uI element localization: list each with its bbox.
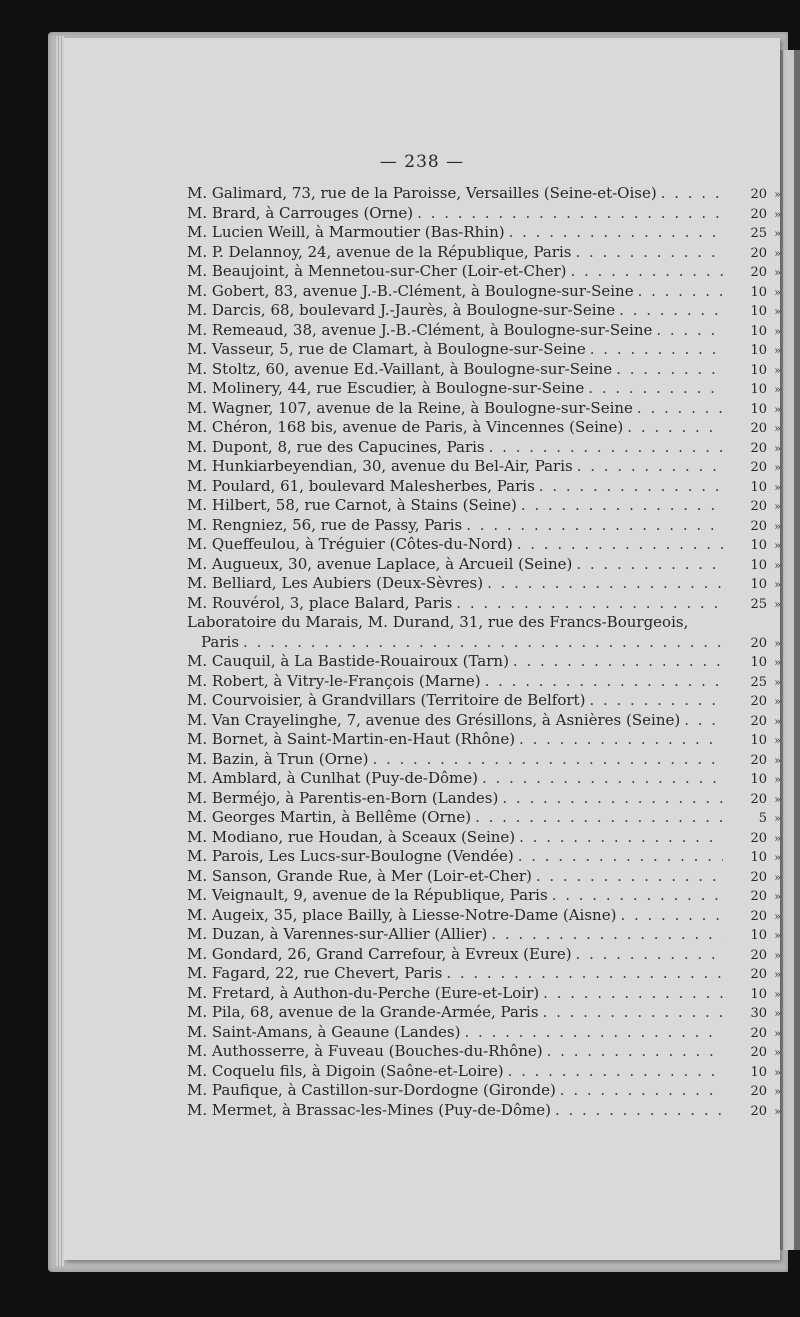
donor-entry-text: M. Fretard, à Authon-du-Perche (Eure-et-Loir) [187, 983, 540, 1002]
donation-amount: 20 [750, 694, 767, 709]
donor-entry-text: M. Augeix, 35, place Bailly, à Liesse-Notre-Dame (Aisne) [187, 905, 617, 924]
donor-entry-text: M. Coquelu fils, à Digoin (Saône-et-Loire) [187, 1061, 504, 1080]
list-item [187, 457, 781, 477]
amount-unit-mark: » [774, 1026, 781, 1040]
donor-entry-text: M. Van Crayelinghe, 7, avenue des Grésillons, à Asnières (Seine) [187, 710, 681, 729]
donation-amount: 10 [750, 928, 767, 943]
list-item [187, 867, 781, 887]
list-item [187, 691, 781, 711]
list-item [187, 672, 781, 692]
donor-entry-text: M. Robert, à Vitry-le-François (Marne) [187, 671, 481, 690]
list-item [187, 535, 781, 555]
amount-unit-mark: » [774, 695, 781, 708]
donor-entry-text: M. Courvoisier, à Grandvillars (Territoire de Belfort) [187, 691, 586, 709]
donor-entry-text: M. Saint-Amans, à Geaune (Landes) [187, 1022, 461, 1041]
donor-entry-text: M. Mermet, à Brassac-les-Mines (Puy-de-Dôme) [187, 1100, 551, 1119]
donation-amount: 20 [750, 752, 767, 768]
donor-entry-text: M. Wagner, 107, avenue de la Reine, à Boulogne-sur-Seine [187, 398, 633, 417]
dot-leader [465, 1023, 724, 1041]
donation-amount: 20 [750, 499, 767, 514]
donor-entry-text: M. Hunkiarbeyendian, 30, avenue du Bel-Air, Paris [187, 457, 573, 475]
donation-amount: 20 [750, 265, 767, 280]
donor-entry-text: M. Brard, à Carrouges (Orne) [187, 203, 414, 222]
dot-leader [509, 223, 723, 241]
amount-unit-mark: » [774, 987, 781, 1001]
page-stack-edge [56, 36, 64, 1266]
dot-leader [508, 1062, 723, 1080]
list-item [187, 321, 781, 341]
dot-leader [576, 555, 723, 573]
dot-leader [513, 652, 723, 670]
donor-entry-text: Paris [201, 632, 240, 651]
donor-entry-text: M. Hilbert, 58, rue Carnot, à Stains (Seine) [187, 496, 517, 514]
list-item [187, 301, 781, 321]
amount-unit-mark: » [774, 1046, 781, 1059]
dot-leader [491, 925, 723, 943]
list-item [187, 477, 781, 497]
dot-leader [588, 379, 723, 397]
amount-unit-mark: » [774, 636, 781, 650]
dot-leader [560, 1081, 723, 1099]
amount-unit-mark: » [774, 831, 781, 845]
amount-unit-mark: » [774, 1065, 781, 1079]
donation-amount: 20 [750, 206, 767, 222]
list-item [187, 711, 781, 731]
amount-unit-mark: » [774, 344, 781, 357]
dot-leader [446, 964, 723, 982]
list-item [187, 1003, 781, 1023]
list-item [187, 906, 781, 926]
donation-amount: 20 [750, 1103, 767, 1119]
list-item [187, 496, 781, 516]
donation-amount: 20 [750, 1045, 767, 1060]
amount-unit-mark: » [774, 870, 781, 884]
donor-entry-text: M. Lucien Weill, à Marmoutier (Bas-Rhin) [187, 223, 505, 241]
donation-amount: 20 [750, 518, 767, 534]
donor-entry-text: M. Bazin, à Trun (Orne) [187, 749, 369, 768]
donation-amount: 20 [750, 791, 767, 807]
donation-amount: 20 [750, 908, 767, 924]
dot-leader [475, 808, 723, 826]
book-page [64, 38, 780, 1260]
donation-amount: 10 [750, 304, 767, 319]
list-item [187, 847, 781, 867]
donation-amount: 10 [750, 557, 767, 573]
amount-unit-mark: » [774, 188, 781, 201]
donor-entry-text: M. Parois, Les Lucs-sur-Boulogne (Vendée) [187, 847, 514, 865]
donor-entry-text: M. Authosserre, à Fuveau (Bouches-du-Rhône) [187, 1042, 543, 1060]
amount-unit-mark: » [774, 324, 781, 338]
amount-unit-mark: » [774, 227, 781, 240]
dot-leader [543, 984, 723, 1002]
list-item [187, 262, 781, 282]
donor-entry-text: M. Duzan, à Varennes-sur-Allier (Allier) [187, 925, 488, 943]
dot-leader [620, 906, 723, 924]
list-item [187, 438, 781, 458]
donor-entry-text: M. Paufique, à Castillon-sur-Dordogne (Gironde) [187, 1081, 556, 1099]
dot-leader [539, 477, 723, 495]
dot-leader [575, 243, 723, 261]
donor-entry-text: M. Stoltz, 60, avenue Ed.-Vaillant, à Boulogne-sur-Seine [187, 359, 613, 378]
donor-entry-text: M. Rouvérol, 3, place Balard, Paris [187, 593, 453, 612]
dot-leader [485, 672, 723, 690]
list-item [187, 1042, 781, 1062]
facing-page-edge [780, 50, 800, 1250]
list-item [187, 964, 781, 984]
donation-amount: 10 [750, 362, 767, 378]
donation-amount: 20 [750, 713, 767, 729]
page-number: — 238 — [379, 152, 465, 172]
donation-amount: 10 [750, 382, 767, 397]
dot-leader [616, 360, 723, 378]
donor-entry-text: M. Gobert, 83, avenue J.-B.-Clément, à Boulogne-sur-Seine [187, 281, 634, 300]
list-item [187, 769, 781, 789]
dot-leader [521, 496, 723, 514]
list-item [187, 184, 781, 204]
list-item [187, 613, 781, 633]
donor-entry-text: M. Augueux, 30, avenue Laplace, à Arcueil (Seine) [187, 554, 573, 573]
donation-amount: 20 [750, 460, 767, 475]
dot-leader [684, 711, 723, 729]
donation-amount: 20 [750, 245, 767, 261]
donation-amount: 10 [750, 538, 767, 553]
donation-amount: 10 [750, 655, 767, 670]
donation-amount: 20 [750, 889, 767, 904]
donor-entry-text: M. Remeaud, 38, avenue J.-B.-Clément, à Boulogne-sur-Seine [187, 320, 653, 339]
amount-unit-mark: » [774, 305, 781, 318]
list-item [187, 516, 781, 536]
amount-unit-mark: » [774, 851, 781, 864]
dot-leader [589, 691, 723, 709]
amount-unit-mark: » [774, 422, 781, 435]
dot-leader [619, 301, 723, 319]
donation-amount: 20 [750, 1084, 767, 1099]
amount-unit-mark: » [774, 363, 781, 377]
list-item [187, 925, 781, 945]
dot-leader [627, 418, 723, 436]
list-item [187, 204, 781, 224]
donor-entry-text: M. Poulard, 61, boulevard Malesherbes, Paris [187, 476, 535, 495]
amount-unit-mark: » [774, 656, 781, 669]
amount-unit-mark: » [774, 1104, 781, 1118]
amount-unit-mark: » [774, 812, 781, 825]
donor-entry-text: M. Fagard, 22, rue Chevert, Paris [187, 964, 443, 982]
amount-unit-mark: » [774, 402, 781, 416]
donation-amount: 10 [750, 1064, 767, 1080]
dot-leader [570, 262, 723, 280]
donor-entry-text: M. Chéron, 168 bis, avenue de Paris, à Vincennes (Seine) [187, 418, 624, 436]
donor-entry-text: M. Cauquil, à La Bastide-Rouairoux (Tarn) [187, 652, 509, 670]
donation-amount: 20 [750, 440, 767, 456]
dot-leader [637, 399, 723, 417]
donor-entry-text: M. Dupont, 8, rue des Capucines, Paris [187, 437, 485, 456]
donor-entry-text: M. Rengniez, 56, rue de Passy, Paris [187, 515, 463, 534]
list-item [187, 282, 781, 302]
donation-amount: 20 [750, 967, 767, 982]
donation-amount: 5 [758, 811, 767, 826]
amount-unit-mark: » [774, 207, 781, 221]
dot-leader [489, 438, 723, 456]
donation-amount: 20 [750, 947, 767, 963]
donation-amount: 10 [750, 850, 767, 865]
donor-entry-text: M. Queffeulou, à Tréguier (Côtes-du-Nord) [187, 535, 513, 553]
dot-leader [372, 750, 723, 768]
list-item [187, 1081, 781, 1101]
list-item [187, 828, 781, 848]
amount-unit-mark: » [774, 285, 781, 299]
dot-leader [547, 1042, 723, 1060]
donation-amount: 10 [750, 733, 767, 748]
donation-amount: 10 [750, 343, 767, 358]
donation-amount: 10 [750, 986, 767, 1002]
donation-amount: 10 [750, 323, 767, 339]
donor-entry-text: M. Sanson, Grande Rue, à Mer (Loir-et-Cher) [187, 866, 532, 885]
list-item [187, 750, 781, 770]
amount-unit-mark: » [774, 929, 781, 942]
list-item [187, 633, 781, 653]
list-item [187, 418, 781, 438]
amount-unit-mark: » [774, 441, 781, 455]
dot-leader [576, 945, 723, 963]
list-item [187, 379, 781, 399]
amount-unit-mark: » [774, 909, 781, 923]
dot-leader [552, 886, 723, 904]
donation-amount: 25 [750, 674, 767, 690]
list-item [187, 789, 781, 809]
dot-leader [590, 340, 723, 358]
donation-amount: 10 [750, 772, 767, 787]
amount-unit-mark: » [774, 792, 781, 806]
dot-leader [518, 847, 723, 865]
amount-unit-mark: » [774, 714, 781, 728]
amount-unit-mark: » [774, 246, 781, 260]
dot-leader [417, 204, 723, 222]
donor-entry-text: M. Georges Martin, à Bellême (Orne) [187, 808, 472, 826]
donor-entry-text: M. Darcis, 68, boulevard J.-Jaurès, à Boulogne-sur-Seine [187, 301, 616, 319]
donation-amount: 10 [750, 479, 767, 495]
donation-amount: 25 [750, 226, 767, 241]
donation-amount: 20 [750, 869, 767, 885]
dot-leader [482, 769, 723, 787]
amount-unit-mark: » [774, 948, 781, 962]
amount-unit-mark: » [774, 539, 781, 552]
dot-leader [487, 574, 723, 592]
donation-amount: 20 [750, 1025, 767, 1041]
donation-amount: 20 [750, 187, 767, 202]
list-item [187, 555, 781, 575]
list-item [187, 594, 781, 614]
donor-entry-text: M. Beaujoint, à Mennetou-sur-Cher (Loir-et-Cher) [187, 262, 567, 280]
amount-unit-mark: » [774, 968, 781, 981]
donor-list [187, 184, 781, 1120]
donor-entry-text: M. Molinery, 44, rue Escudier, à Boulogne-sur-Seine [187, 379, 585, 397]
donor-entry-text: M. Pila, 68, avenue de la Grande-Armée, Paris [187, 1003, 539, 1021]
donation-amount: 10 [750, 284, 767, 300]
list-item [187, 652, 781, 672]
list-item [187, 574, 781, 594]
dot-leader [577, 457, 723, 475]
dot-leader [555, 1101, 723, 1119]
dot-leader [536, 867, 723, 885]
donor-entry-text: M. Gondard, 26, Grand Carrefour, à Evreux (Eure) [187, 944, 572, 963]
list-item [187, 399, 781, 419]
donor-entry-text: Laboratoire du Marais, M. Durand, 31, rue des Francs-Bourgeois, [187, 613, 689, 631]
list-item [187, 223, 781, 243]
list-item [187, 340, 781, 360]
dot-leader [517, 535, 723, 553]
amount-unit-mark: » [774, 558, 781, 572]
donor-entry-text: M. Modiano, rue Houdan, à Sceaux (Seine) [187, 827, 516, 846]
list-item [187, 360, 781, 380]
donor-entry-text: M. Veignault, 9, avenue de la République, Paris [187, 886, 548, 904]
amount-unit-mark: » [774, 500, 781, 513]
dot-leader [638, 282, 723, 300]
amount-unit-mark: » [774, 480, 781, 494]
donation-amount: 20 [750, 421, 767, 436]
dot-leader [661, 184, 723, 202]
dot-leader [466, 516, 723, 534]
dot-leader [456, 594, 723, 612]
donation-amount: 30 [750, 1006, 767, 1021]
donation-amount: 10 [750, 401, 767, 417]
amount-unit-mark: » [774, 675, 781, 689]
amount-unit-mark: » [774, 266, 781, 279]
dot-leader [243, 633, 723, 651]
list-item [187, 886, 781, 906]
donor-entry-text: M. Vasseur, 5, rue de Clamart, à Boulogne-sur-Seine [187, 340, 586, 358]
donation-amount: 25 [750, 596, 767, 612]
dot-leader [519, 730, 723, 748]
dot-leader [543, 1003, 723, 1021]
dot-leader [519, 828, 723, 846]
list-item [187, 945, 781, 965]
donor-entry-text: M. Galimard, 73, rue de la Paroisse, Versailles (Seine-et-Oise) [187, 184, 657, 202]
list-item [187, 243, 781, 263]
amount-unit-mark: » [774, 890, 781, 903]
list-item [187, 1062, 781, 1082]
donor-entry-text: M. P. Delannoy, 24, avenue de la République, Paris [187, 242, 572, 261]
donor-entry-text: M. Belliard, Les Aubiers (Deux-Sèvres) [187, 574, 484, 592]
donation-amount: 20 [750, 830, 767, 846]
donation-amount: 10 [750, 577, 767, 592]
list-item [187, 984, 781, 1004]
amount-unit-mark: » [774, 773, 781, 786]
donor-entry-text: M. Berméjo, à Parentis-en-Born (Landes) [187, 788, 499, 807]
donor-entry-text: M. Bornet, à Saint-Martin-en-Haut (Rhône) [187, 730, 516, 748]
list-item [187, 808, 781, 828]
list-item [187, 730, 781, 750]
amount-unit-mark: » [774, 1085, 781, 1098]
donation-amount: 20 [750, 635, 767, 651]
amount-unit-mark: » [774, 578, 781, 591]
list-item [187, 1023, 781, 1043]
dot-leader [656, 321, 723, 339]
amount-unit-mark: » [774, 383, 781, 396]
donor-entry-text: M. Amblard, à Cunlhat (Puy-de-Dôme) [187, 769, 479, 787]
amount-unit-mark: » [774, 519, 781, 533]
amount-unit-mark: » [774, 597, 781, 611]
list-item [187, 1101, 781, 1121]
amount-unit-mark: » [774, 753, 781, 767]
amount-unit-mark: » [774, 734, 781, 747]
dot-leader [502, 789, 723, 807]
amount-unit-mark: » [774, 1007, 781, 1020]
amount-unit-mark: » [774, 461, 781, 474]
